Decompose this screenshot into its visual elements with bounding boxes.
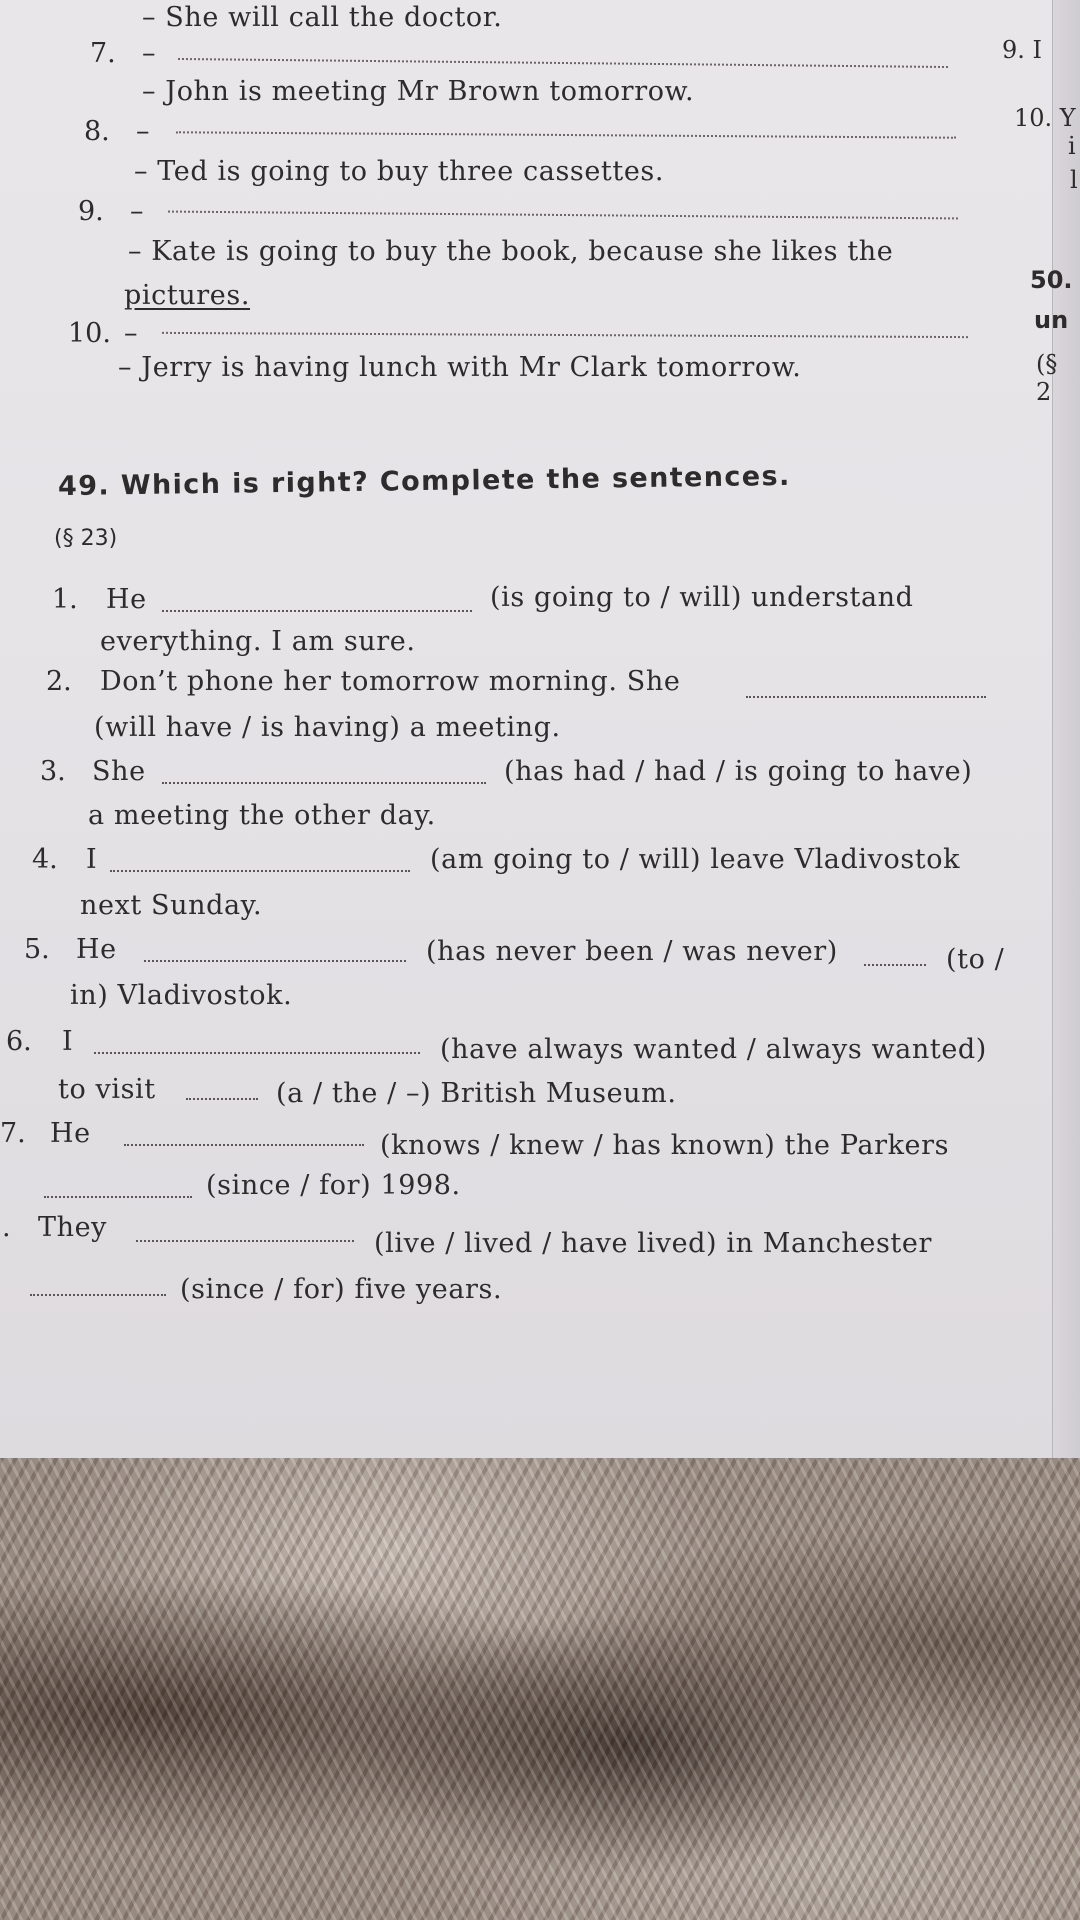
answer-blank[interactable]: [94, 1052, 420, 1054]
item-dash-9: –: [130, 196, 144, 227]
exercise-item-text: They: [38, 1212, 108, 1243]
right-page-exercise-50-word: un: [1034, 306, 1069, 334]
answer-blank[interactable]: [746, 696, 986, 698]
exercise-item-options-tail: (to /: [946, 944, 1005, 975]
right-page-fragment: i: [1068, 132, 1076, 160]
exercise-title: 49. Which is right? Complete the sentences.: [57, 460, 791, 503]
answer-line-9b: pictures.: [124, 280, 251, 311]
exercise-item-number: 5.: [24, 934, 50, 965]
answer-blank[interactable]: [144, 960, 406, 962]
item-number-7: 7.: [90, 38, 116, 69]
item-number-9: 9.: [78, 196, 104, 227]
right-page-exercise-50: 50.: [1030, 266, 1073, 294]
exercise-item-continuation: everything. I am sure.: [100, 626, 416, 657]
exercise-item-text: She: [92, 756, 146, 787]
item-number-8: 8.: [84, 116, 110, 147]
exercise-item-number: 3.: [40, 756, 66, 787]
exercise-item-options: (has had / had / is going to have): [504, 756, 973, 787]
answer-blank[interactable]: [162, 610, 472, 612]
exercise-item-continuation: in) Vladivostok.: [70, 980, 293, 1011]
exercise-item-number: 1.: [52, 584, 78, 615]
exercise-item-options: (am going to / will) leave Vladivostok: [430, 844, 961, 875]
exercise-item-continuation: next Sunday.: [80, 890, 263, 921]
exercise-item-options: (live / lived / have lived) in Manchester: [374, 1228, 932, 1259]
right-page-item-9: 9. I: [1002, 36, 1043, 64]
exercise-item-text: Don’t phone her tomorrow morning. She: [100, 666, 681, 697]
right-page-exercise-50-ref: (§ 2: [1036, 350, 1058, 406]
book-page-right-edge: [1052, 0, 1080, 1460]
item-dash-10: –: [124, 318, 138, 349]
exercise-item-number: 6.: [6, 1026, 32, 1057]
answer-blank-9[interactable]: [168, 211, 958, 220]
answer-line-6: – She will call the doctor.: [142, 2, 503, 33]
answer-blank[interactable]: [44, 1196, 192, 1198]
answer-line-10: – Jerry is having lunch with Mr Clark tomorrow.: [118, 352, 802, 383]
item-dash-8: –: [136, 116, 150, 147]
answer-line-7: – John is meeting Mr Brown tomorrow.: [142, 76, 695, 107]
exercise-item-text: He: [76, 934, 117, 965]
exercise-item-text: He: [50, 1118, 91, 1149]
answer-blank[interactable]: [864, 964, 926, 966]
exercise-item-text: I: [86, 844, 98, 875]
exercise-item-continuation: (a / the / –) British Museum.: [276, 1078, 677, 1109]
answer-blank[interactable]: [136, 1240, 354, 1242]
answer-blank-7[interactable]: [178, 58, 948, 68]
exercise-item-continuation: a meeting the other day.: [88, 800, 436, 831]
exercise-item-options: (has never been / was never): [426, 936, 838, 967]
exercise-item-continuation: (since / for) five years.: [180, 1274, 503, 1305]
exercise-item-number: 2.: [46, 666, 72, 697]
answer-line-9a: – Kate is going to buy the book, because she likes the: [128, 236, 894, 267]
answer-blank[interactable]: [162, 782, 486, 784]
exercise-item-number: .: [2, 1212, 11, 1243]
exercise-item-continuation: (since / for) 1998.: [206, 1170, 461, 1201]
exercise-item-number: 7.: [0, 1118, 26, 1149]
item-number-10: 10.: [68, 318, 111, 349]
exercise-item-text: I: [62, 1026, 74, 1057]
answer-blank[interactable]: [110, 870, 410, 872]
exercise-item-options: (is going to / will) understand: [490, 582, 914, 613]
right-page-fragment: l: [1070, 166, 1078, 194]
exercise-item-continuation: (will have / is having) a meeting.: [94, 712, 561, 743]
exercise-item-options: (knows / knew / has known) the Parkers: [380, 1130, 950, 1161]
fur-background: [0, 1458, 1080, 1920]
exercise-item-number: 4.: [32, 844, 58, 875]
answer-blank[interactable]: [30, 1294, 166, 1296]
item-dash-7: –: [142, 38, 156, 69]
exercise-item-options: (have always wanted / always wanted): [440, 1034, 987, 1065]
grammar-reference: (§ 23): [54, 526, 118, 551]
answer-blank-8[interactable]: [176, 131, 956, 138]
answer-blank[interactable]: [186, 1098, 258, 1100]
right-page-item-10: 10. Y: [1014, 104, 1076, 132]
exercise-item-text-line2: to visit: [58, 1074, 156, 1105]
answer-line-8: – Ted is going to buy three cassettes.: [134, 156, 665, 187]
exercise-item-text: He: [106, 584, 147, 615]
answer-blank[interactable]: [124, 1144, 364, 1146]
answer-blank-10[interactable]: [162, 332, 968, 338]
